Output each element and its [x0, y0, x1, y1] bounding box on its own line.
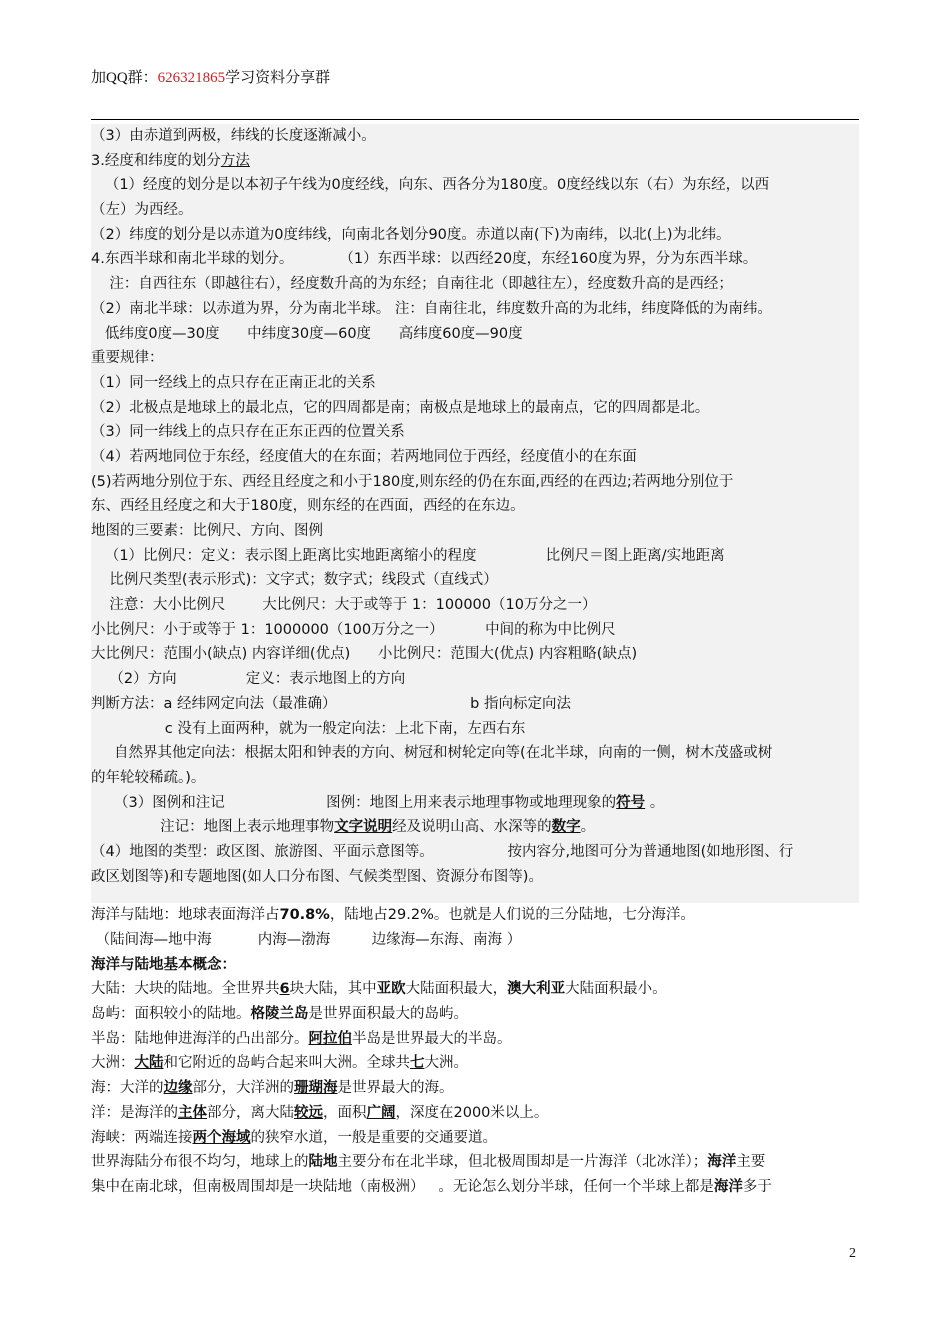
- text-line: 大陆：大块的陆地。全世界共6块大陆，其中亚欧大陆面积最大，澳大利亚大陆面积最小。: [91, 981, 667, 998]
- header-rule: [91, 119, 859, 120]
- text-line: （3）同一纬线上的点只存在正东正西的位置关系: [91, 420, 859, 445]
- text-line: 东、西经且经度之和大于180度，则东经的在西面，西经的在东边。: [91, 494, 859, 519]
- text-line: 地图的三要素：比例尺、方向、图例: [91, 519, 859, 544]
- text-line: 的年轮较稀疏。)。: [91, 766, 859, 791]
- text-line: 半岛：陆地伸进海洋的凸出部分。阿拉伯半岛是世界最大的半岛。: [91, 1030, 512, 1047]
- text-line: （2）南北半球：以赤道为界，分为南北半球。 注：自南往北，纬度数升高的为北纬，纬度降低的为南纬。: [91, 297, 859, 322]
- text-line: （2）方向 定义：表示地图上的方向: [91, 667, 859, 692]
- text-line: （3）由赤道到两极，纬线的长度逐渐减小。: [91, 124, 859, 149]
- section-heading: 海洋与陆地基本概念：: [91, 956, 236, 973]
- text-line: （1）同一经线上的点只存在正南正北的关系: [91, 371, 859, 396]
- text-line: 注意：大小比例尺 大比例尺：大于或等于 1：100000（10万分之一）: [91, 593, 859, 618]
- text-line: （4）地图的类型：政区图、旅游图、平面示意图等。 按内容分,地图可分为普通地图(如地形图、行: [91, 840, 859, 865]
- text-line: 大洲：大陆和它附近的岛屿合起来叫大洲。全球共七大洲。: [91, 1055, 468, 1072]
- text-line: （2）纬度的划分是以赤道为0度纬线，向南北各划分90度。赤道以南(下)为南纬，以北(上)为北纬。: [91, 223, 859, 248]
- text-line: 海：大洋的边缘部分，大洋洲的珊瑚海是世界最大的海。: [91, 1080, 454, 1097]
- text-line: 低纬度0度—30度 中纬度30度—60度 高纬度60度—90度: [91, 322, 859, 347]
- text-line: 岛屿：面积较小的陆地。格陵兰岛是世界面积最大的岛屿。: [91, 1006, 468, 1023]
- text-line: 判断方法：a 经纬网定向法（最准确） b 指向标定向法: [91, 692, 859, 717]
- header-qq-number: 626321865: [157, 70, 226, 86]
- text-line: 注：自西往东（即越往右），经度数升高的为东经；自南往北（即越往左），经度数升高的是西经；: [91, 272, 859, 297]
- text-line: 海峡：两端连接两个海域的狭窄水道，一般是重要的交通要道。: [91, 1129, 497, 1146]
- text-line: 世界海陆分布很不均匀，地球上的陆地主要分布在北半球，但北极周围却是一片海洋（北冰洋）；海洋主要: [91, 1154, 766, 1171]
- header-prefix: 加QQ群：: [91, 70, 158, 86]
- text-line: （陆间海—地中海 内海—渤海 边缘海—东海、南海 ）: [91, 932, 522, 948]
- text-line: 小比例尺：小于或等于 1：1000000（100万分之一） 中间的称为中比例尺: [91, 618, 859, 643]
- text-line: （2）北极点是地球上的最北点，它的四周都是南；南极点是地球上的最南点，它的四周都是北。: [91, 396, 859, 421]
- text-line: （1）经度的划分是以本初子午线为0度经线，向东、西各分为180度。0度经线以东（右）为东经，以西: [91, 173, 859, 198]
- text-line: 大比例尺：范围小(缺点) 内容详细(优点) 小比例尺：范围大(优点) 内容粗略(缺点): [91, 642, 859, 667]
- text-line: （4）若两地同位于东经，经度值大的在东面；若两地同位于西经，经度值小的在东面: [91, 445, 859, 470]
- text-line: 政区划图等)和专题地图(如人口分布图、气候类型图、资源分布图等)。: [91, 865, 859, 890]
- text-line: 海洋与陆地：地球表面海洋占70.8%，陆地占29.2%。也就是人们说的三分陆地，七分海洋。: [91, 907, 695, 924]
- document-body: [91, 124, 859, 1200]
- text-line: 注记：地图上表示地理事物文字说明经及说明山高、水深等的数字。: [91, 815, 859, 840]
- text-line: 3.经度和纬度的划分方法: [91, 149, 859, 174]
- text-line: 重要规律：: [91, 346, 859, 371]
- text-line: 集中在南北球，但南极周围却是一块陆地（南极洲） 。无论怎么划分半球，任何一个半球上都是海洋多于: [91, 1178, 772, 1195]
- text-line: 自然界其他定向法：根据太阳和钟表的方向、树冠和树轮定向等(在北半球，向南的一侧，树木茂盛或树: [91, 741, 859, 766]
- text-line: 比例尺类型(表示形式)：文字式；数字式；线段式（直线式）: [91, 568, 859, 593]
- header-suffix: 学习资料分享群: [225, 70, 331, 86]
- text-line: （3）图例和注记 图例：地图上用来表示地理事物或地理现象的符号 。: [91, 791, 859, 816]
- blank-line: [91, 889, 859, 903]
- text-line: 洋：是海洋的主体部分，离大陆较远，面积广阔，深度在2000米以上。: [91, 1104, 549, 1121]
- text-line: （左）为西经。: [91, 198, 859, 223]
- page-number: 2: [849, 1246, 856, 1261]
- text-line: 4.东西半球和南北半球的划分。 （1）东西半球：以西经20度，东经160度为界，分为东西半球。: [91, 247, 859, 272]
- page-header: [91, 66, 330, 87]
- text-line: (5)若两地分别位于东、西经且经度之和小于180度,则东经的仍在东面,西经的在西边;若两地分别位于: [91, 470, 859, 495]
- text-line: （1）比例尺：定义：表示图上距离比实地距离缩小的程度 比例尺＝图上距离/实地距离: [91, 544, 859, 569]
- text-line: c 没有上面两种，就为一般定向法：上北下南，左西右东: [91, 717, 859, 742]
